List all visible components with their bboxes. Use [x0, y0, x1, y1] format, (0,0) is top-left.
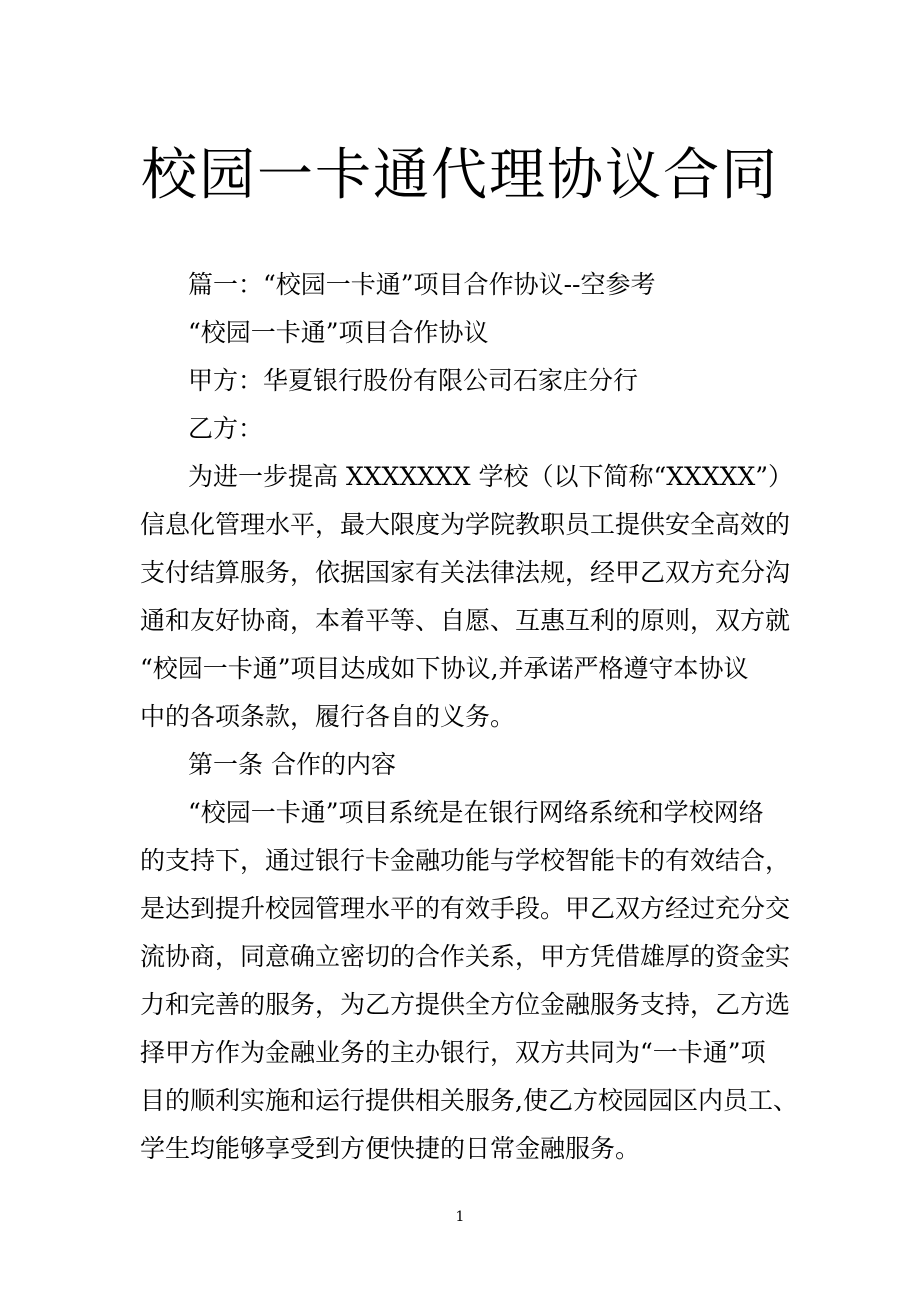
- party-a: 甲方：华夏银行股份有限公司石家庄分行: [188, 366, 639, 395]
- document-title: 校园一卡通代理协议合同: [141, 143, 779, 208]
- paragraph-line: 支付结算服务，依据国家有关法律法规，经甲乙双方充分沟: [140, 558, 791, 587]
- paragraph-line: “校园一卡通”项目达成如下协议,并承诺严格遵守本协议: [140, 654, 749, 683]
- article-heading: 第一条 合作的内容: [188, 750, 396, 779]
- agreement-title: “校园一卡通”项目合作协议: [188, 318, 489, 347]
- paragraph-line: 力和完善的服务，为乙方提供全方位金融服务支持，乙方选: [140, 990, 791, 1019]
- paragraph-line: 目的顺利实施和运行提供相关服务,使乙方校园园区内员工、: [140, 1086, 798, 1115]
- paragraph-line: 信息化管理水平，最大限度为学院教职员工提供安全高效的: [140, 510, 791, 539]
- paragraph-line: 流协商，同意确立密切的合作关系，甲方凭借雄厚的资金实: [140, 942, 791, 971]
- section-heading: 篇一：“校园一卡通”项目合作协议--空参考: [188, 270, 656, 299]
- paragraph-line: 通和友好协商，本着平等、自愿、互惠互利的原则，双方就: [140, 606, 791, 635]
- page-number: 1: [455, 1209, 465, 1225]
- paragraph-line: 为进一步提高 XXXXXXX 学校（以下简称“XXXXX”）: [188, 462, 794, 491]
- paragraph-line: 学生均能够享受到方便快捷的日常金融服务。: [140, 1134, 641, 1163]
- paragraph-line: 是达到提升校园管理水平的有效手段。甲乙双方经过充分交: [140, 894, 791, 923]
- paragraph-line: 的支持下，通过银行卡金融功能与学校智能卡的有效结合，: [140, 846, 791, 875]
- party-b: 乙方：: [188, 414, 264, 443]
- paragraph-line: 择甲方作为金融业务的主办银行，双方共同为“一卡通”项: [140, 1038, 766, 1067]
- paragraph-line: “校园一卡通”项目系统是在银行网络系统和学校网络: [188, 798, 764, 827]
- paragraph-line: 中的各项条款，履行各自的义务。: [140, 702, 516, 731]
